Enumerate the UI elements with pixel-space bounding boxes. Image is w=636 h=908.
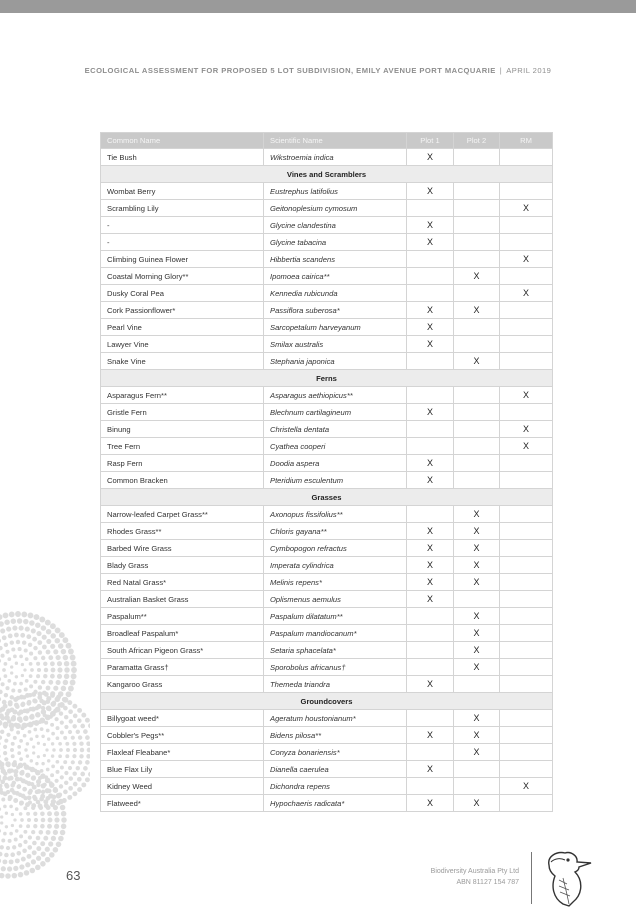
plot-1-cell — [407, 608, 454, 625]
plot-2-cell: X — [454, 302, 500, 319]
rm-cell — [500, 676, 553, 693]
plot-2-cell: X — [454, 506, 500, 523]
table-row — [101, 268, 553, 285]
section-header-row — [101, 166, 553, 183]
common-name-cell: Paramatta Grass† — [101, 659, 264, 676]
table-row — [101, 251, 553, 268]
table-row — [101, 727, 553, 744]
plot-2-cell — [454, 438, 500, 455]
plot-2-cell — [454, 149, 500, 166]
scientific-name-cell: Eustrephus latifolius — [264, 183, 407, 200]
plot-2-cell: X — [454, 710, 500, 727]
rm-cell — [500, 404, 553, 421]
table-row — [101, 625, 553, 642]
scientific-name-cell: Kennedia rubicunda — [264, 285, 407, 302]
scientific-name-cell: Sarcopetalum harveyanum — [264, 319, 407, 336]
common-name-cell: Climbing Guinea Flower — [101, 251, 264, 268]
document-date: APRIL 2019 — [506, 66, 551, 75]
rm-cell — [500, 217, 553, 234]
rm-cell — [500, 710, 553, 727]
table-row — [101, 557, 553, 574]
common-name-cell: - — [101, 217, 264, 234]
plot-1-cell: X — [407, 574, 454, 591]
plot-1-cell — [407, 251, 454, 268]
plot-2-cell — [454, 336, 500, 353]
common-name-cell: Lawyer Vine — [101, 336, 264, 353]
common-name-cell: Broadleaf Paspalum* — [101, 625, 264, 642]
footer-divider — [531, 852, 532, 904]
common-name-cell: Scrambling Lily — [101, 200, 264, 217]
rm-cell — [500, 506, 553, 523]
table-row — [101, 217, 553, 234]
scientific-name-cell: Ipomoea cairica** — [264, 268, 407, 285]
plot-2-cell: X — [454, 642, 500, 659]
scientific-name-cell: Wikstroemia indica — [264, 149, 407, 166]
table-row — [101, 710, 553, 727]
common-name-cell: Gristle Fern — [101, 404, 264, 421]
table-row — [101, 795, 553, 812]
rm-cell: X — [500, 285, 553, 302]
section-title: Vines and Scramblers — [101, 166, 553, 183]
common-name-cell: Binung — [101, 421, 264, 438]
common-name-cell: Blue Flax Lily — [101, 761, 264, 778]
table-row — [101, 744, 553, 761]
plot-1-cell — [407, 710, 454, 727]
table-row — [101, 778, 553, 795]
rm-cell — [500, 268, 553, 285]
section-title: Grasses — [101, 489, 553, 506]
plot-1-cell: X — [407, 472, 454, 489]
plot-2-cell: X — [454, 795, 500, 812]
rm-cell — [500, 625, 553, 642]
common-name-cell: Rasp Fern — [101, 455, 264, 472]
rm-cell — [500, 591, 553, 608]
section-header-row — [101, 693, 553, 710]
section-title: Groundcovers — [101, 693, 553, 710]
plot-2-cell — [454, 591, 500, 608]
scientific-name-cell: Pteridium esculentum — [264, 472, 407, 489]
plot-2-cell — [454, 778, 500, 795]
company-abn: ABN 81127 154 787 — [400, 877, 519, 888]
plot-2-cell: X — [454, 625, 500, 642]
rm-cell — [500, 234, 553, 251]
scientific-name-cell: Setaria sphacelata* — [264, 642, 407, 659]
plot-2-cell — [454, 387, 500, 404]
plot-1-cell: X — [407, 234, 454, 251]
plot-1-cell — [407, 285, 454, 302]
species-table-body — [101, 149, 553, 812]
rm-cell — [500, 353, 553, 370]
table-row — [101, 574, 553, 591]
scientific-name-cell: Sporobolus africanus† — [264, 659, 407, 676]
table-row — [101, 506, 553, 523]
document-title: ECOLOGICAL ASSESSMENT FOR PROPOSED 5 LOT SUBDIVISION, EMILY AVENUE PORT MACQUARIE — [85, 66, 496, 75]
rm-cell — [500, 183, 553, 200]
plot-1-cell — [407, 642, 454, 659]
rm-cell — [500, 319, 553, 336]
plot-2-cell: X — [454, 574, 500, 591]
table-row — [101, 319, 553, 336]
common-name-cell: Paspalum** — [101, 608, 264, 625]
scientific-name-cell: Imperata cylindrica — [264, 557, 407, 574]
scientific-name-cell: Doodia aspera — [264, 455, 407, 472]
common-name-cell: - — [101, 234, 264, 251]
col-header-plot-1: Plot 1 — [407, 133, 454, 149]
dot-pattern-decoration — [0, 600, 90, 907]
table-row — [101, 438, 553, 455]
scientific-name-cell: Glycine tabacina — [264, 234, 407, 251]
rm-cell: X — [500, 438, 553, 455]
plot-1-cell: X — [407, 404, 454, 421]
scientific-name-cell: Passiflora suberosa* — [264, 302, 407, 319]
table-row — [101, 421, 553, 438]
section-header-row — [101, 370, 553, 387]
table-row — [101, 591, 553, 608]
common-name-cell: Cobbler's Pegs** — [101, 727, 264, 744]
scientific-name-cell: Oplismenus aemulus — [264, 591, 407, 608]
common-name-cell: Rhodes Grass** — [101, 523, 264, 540]
col-header-rm: RM — [500, 133, 553, 149]
scientific-name-cell: Blechnum cartilagineum — [264, 404, 407, 421]
plot-2-cell: X — [454, 353, 500, 370]
common-name-cell: Wombat Berry — [101, 183, 264, 200]
plot-2-cell — [454, 421, 500, 438]
scientific-name-cell: Hibbertia scandens — [264, 251, 407, 268]
col-header-plot-2: Plot 2 — [454, 133, 500, 149]
table-row — [101, 761, 553, 778]
scientific-name-cell: Hypochaeris radicata* — [264, 795, 407, 812]
table-row — [101, 676, 553, 693]
rm-cell — [500, 336, 553, 353]
rm-cell — [500, 557, 553, 574]
table-row — [101, 404, 553, 421]
table-row — [101, 540, 553, 557]
common-name-cell: Billygoat weed* — [101, 710, 264, 727]
plot-1-cell: X — [407, 149, 454, 166]
col-header-scientific-name: Scientific Name — [264, 133, 407, 149]
plot-2-cell — [454, 234, 500, 251]
common-name-cell: Pearl Vine — [101, 319, 264, 336]
footer-company-info — [400, 866, 519, 888]
rm-cell — [500, 472, 553, 489]
rm-cell — [500, 608, 553, 625]
rm-cell — [500, 455, 553, 472]
plot-1-cell: X — [407, 217, 454, 234]
plot-2-cell: X — [454, 659, 500, 676]
rm-cell — [500, 540, 553, 557]
common-name-cell: Coastal Morning Glory** — [101, 268, 264, 285]
plot-1-cell: X — [407, 183, 454, 200]
plot-2-cell: X — [454, 557, 500, 574]
plot-2-cell: X — [454, 608, 500, 625]
rm-cell — [500, 727, 553, 744]
plot-2-cell: X — [454, 744, 500, 761]
scientific-name-cell: Dianella caerulea — [264, 761, 407, 778]
common-name-cell: Tie Bush — [101, 149, 264, 166]
scientific-name-cell: Chloris gayana** — [264, 523, 407, 540]
common-name-cell: Flatweed* — [101, 795, 264, 812]
scientific-name-cell: Axonopus fissifolius** — [264, 506, 407, 523]
rm-cell: X — [500, 251, 553, 268]
table-row — [101, 659, 553, 676]
common-name-cell: Blady Grass — [101, 557, 264, 574]
table-row — [101, 642, 553, 659]
plot-2-cell — [454, 217, 500, 234]
common-name-cell: Kidney Weed — [101, 778, 264, 795]
scientific-name-cell: Geitonoplesium cymosum — [264, 200, 407, 217]
scientific-name-cell: Dichondra repens — [264, 778, 407, 795]
plot-1-cell: X — [407, 336, 454, 353]
common-name-cell: Cork Passionflower* — [101, 302, 264, 319]
rm-cell — [500, 302, 553, 319]
plot-1-cell — [407, 778, 454, 795]
page-number: 63 — [66, 868, 80, 883]
scientific-name-cell: Christella dentata — [264, 421, 407, 438]
plot-2-cell — [454, 455, 500, 472]
scientific-name-cell: Smilax australis — [264, 336, 407, 353]
table-row — [101, 455, 553, 472]
plot-2-cell — [454, 251, 500, 268]
plot-1-cell: X — [407, 557, 454, 574]
plot-1-cell: X — [407, 727, 454, 744]
table-row — [101, 387, 553, 404]
plot-1-cell — [407, 625, 454, 642]
table-row — [101, 200, 553, 217]
plot-2-cell — [454, 319, 500, 336]
rm-cell: X — [500, 200, 553, 217]
table-row — [101, 608, 553, 625]
top-bar — [0, 0, 636, 13]
rm-cell — [500, 642, 553, 659]
common-name-cell: Barbed Wire Grass — [101, 540, 264, 557]
plot-2-cell — [454, 472, 500, 489]
scientific-name-cell: Paspalum mandiocanum* — [264, 625, 407, 642]
species-table — [100, 132, 553, 812]
common-name-cell: Asparagus Fern** — [101, 387, 264, 404]
table-row — [101, 183, 553, 200]
common-name-cell: Snake Vine — [101, 353, 264, 370]
header-separator: | — [500, 66, 502, 75]
plot-1-cell: X — [407, 319, 454, 336]
page-header — [0, 66, 636, 75]
plot-1-cell — [407, 659, 454, 676]
common-name-cell: Australian Basket Grass — [101, 591, 264, 608]
plot-1-cell: X — [407, 540, 454, 557]
col-header-common-name: Common Name — [101, 133, 264, 149]
rm-cell — [500, 523, 553, 540]
table-header-row — [101, 133, 553, 149]
plot-2-cell — [454, 183, 500, 200]
scientific-name-cell: Melinis repens* — [264, 574, 407, 591]
plot-2-cell: X — [454, 540, 500, 557]
rm-cell: X — [500, 421, 553, 438]
plot-2-cell — [454, 404, 500, 421]
common-name-cell: Flaxleaf Fleabane* — [101, 744, 264, 761]
plot-2-cell — [454, 761, 500, 778]
plot-1-cell — [407, 268, 454, 285]
rm-cell — [500, 574, 553, 591]
scientific-name-cell: Asparagus aethiopicus** — [264, 387, 407, 404]
table-row — [101, 523, 553, 540]
table-row — [101, 285, 553, 302]
company-name: Biodiversity Australia Pty Ltd — [400, 866, 519, 877]
common-name-cell: Narrow-leafed Carpet Grass** — [101, 506, 264, 523]
plot-1-cell: X — [407, 302, 454, 319]
table-row — [101, 353, 553, 370]
plot-1-cell — [407, 438, 454, 455]
rm-cell — [500, 149, 553, 166]
common-name-cell: Dusky Coral Pea — [101, 285, 264, 302]
rm-cell — [500, 659, 553, 676]
scientific-name-cell: Cymbopogon refractus — [264, 540, 407, 557]
plot-1-cell — [407, 744, 454, 761]
plot-1-cell: X — [407, 455, 454, 472]
table-row — [101, 472, 553, 489]
plot-1-cell — [407, 506, 454, 523]
scientific-name-cell: Ageratum houstonianum* — [264, 710, 407, 727]
scientific-name-cell: Glycine clandestina — [264, 217, 407, 234]
rm-cell: X — [500, 778, 553, 795]
plot-1-cell: X — [407, 523, 454, 540]
rm-cell — [500, 744, 553, 761]
kookaburra-logo-icon — [541, 848, 593, 908]
rm-cell — [500, 761, 553, 778]
common-name-cell: Kangaroo Grass — [101, 676, 264, 693]
plot-1-cell — [407, 353, 454, 370]
scientific-name-cell: Bidens pilosa** — [264, 727, 407, 744]
table-row — [101, 149, 553, 166]
scientific-name-cell: Cyathea cooperi — [264, 438, 407, 455]
common-name-cell: South African Pigeon Grass* — [101, 642, 264, 659]
common-name-cell: Common Bracken — [101, 472, 264, 489]
plot-2-cell: X — [454, 523, 500, 540]
plot-1-cell: X — [407, 591, 454, 608]
plot-1-cell — [407, 421, 454, 438]
scientific-name-cell: Stephania japonica — [264, 353, 407, 370]
plot-2-cell: X — [454, 268, 500, 285]
section-header-row — [101, 489, 553, 506]
section-title: Ferns — [101, 370, 553, 387]
plot-2-cell — [454, 676, 500, 693]
plot-1-cell: X — [407, 676, 454, 693]
table-row — [101, 336, 553, 353]
plot-1-cell: X — [407, 795, 454, 812]
common-name-cell: Tree Fern — [101, 438, 264, 455]
plot-1-cell — [407, 387, 454, 404]
rm-cell: X — [500, 387, 553, 404]
plot-2-cell — [454, 200, 500, 217]
scientific-name-cell: Paspalum dilatatum** — [264, 608, 407, 625]
scientific-name-cell: Themeda triandra — [264, 676, 407, 693]
plot-2-cell: X — [454, 727, 500, 744]
common-name-cell: Red Natal Grass* — [101, 574, 264, 591]
rm-cell — [500, 795, 553, 812]
plot-1-cell: X — [407, 761, 454, 778]
scientific-name-cell: Conyza bonariensis* — [264, 744, 407, 761]
plot-2-cell — [454, 285, 500, 302]
table-row — [101, 302, 553, 319]
plot-1-cell — [407, 200, 454, 217]
table-row — [101, 234, 553, 251]
